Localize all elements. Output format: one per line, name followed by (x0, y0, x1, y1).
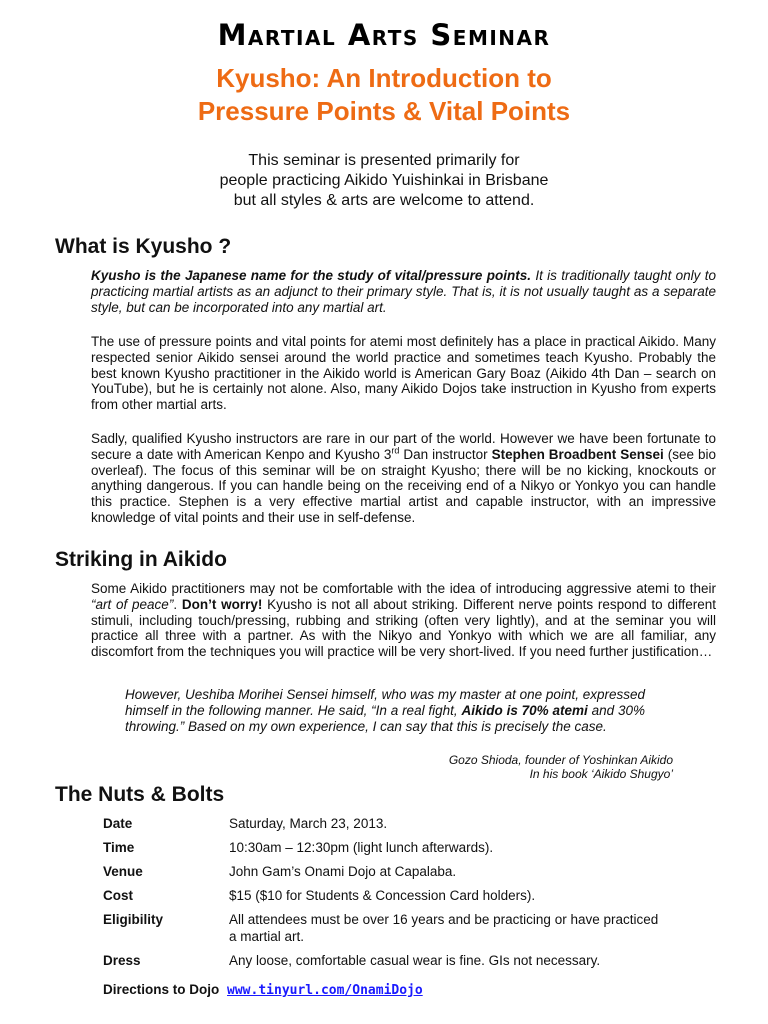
detail-row-date: Date Saturday, March 23, 2013. (103, 816, 388, 831)
heading-what-is-kyusho: What is Kyusho ? (55, 235, 232, 258)
ueshiba-quote: However, Ueshiba Morihei Sensei himself, who was my master at one point, expressed himself in the following manner. He said, “In a real fight, Aikido is 70% atemi and 30% throwing.” Based on my own experience, I can say that this is precisely the case. (125, 687, 645, 734)
intro-text (0, 151, 768, 211)
heading-nuts-and-bolts: The Nuts & Bolts (55, 783, 225, 806)
intro-line-2: people practicing Aikido Yuishinkai in Brisbane (219, 172, 549, 189)
directions-link[interactable]: www.tinyurl.com/OnamiDojo (227, 983, 423, 998)
kyusho-paragraph-2: The use of pressure points and vital points for atemi most definitely has a place in practical Aikido. Many respected senior Aikido sensei around the world practice and sometimes teach Kyusho. Probably the best known Kyusho practitioner in the Aikido world is American Gary Boaz (Aikido 4th Dan – search on YouTube), but he is certainly not alone. Also, many Aikido Dojos take instruction in Kyusho from experts from other martial arts. (91, 334, 716, 413)
detail-row-venue: Venue John Gam’s Onami Dojo at Capalaba. (103, 864, 457, 879)
detail-row-dress: Dress Any loose, comfortable casual wear is fine. GIs not necessary. (103, 953, 601, 968)
seminar-banner: Martial Arts Seminar (217, 18, 551, 52)
intro-line-3: but all styles & arts are welcome to attend. (233, 192, 535, 209)
title-line-1: Kyusho: An Introduction to (216, 63, 552, 93)
kyusho-paragraph-3: Sadly, qualified Kyusho instructors are rare in our part of the world. However we have been fortunate to secure a date with American Kenpo and Kyusho 3rd Dan instructor Stephen Broadbent Sensei (see bio overleaf). The focus of this seminar will be on straight Kyusho; there will be no kicking, knockouts or anything dangerous. If you can handle being on the receiving end of a Nikyo or Yonkyo you can handle this practice. Stephen is a very effective martial artist and capable instructor, with an impressive knowledge of vital points and their use in self-defense. (91, 431, 716, 525)
detail-row-time: Time 10:30am – 12:30pm (light lunch afterwards). (103, 840, 494, 855)
detail-row-cost: Cost $15 ($10 for Students & Concession Card holders). (103, 888, 536, 903)
quote-attribution: Gozo Shioda, founder of Yoshinkan Aikido In his book ‘Aikido Shugyo’ (448, 753, 673, 781)
heading-striking-in-aikido: Striking in Aikido (55, 548, 227, 571)
directions-row (103, 981, 423, 999)
intro-line-1: This seminar is presented primarily for (248, 152, 520, 169)
detail-row-eligibility: Eligibility All attendees must be over 16 years and be practicing or have practiced a martial art. (103, 912, 659, 944)
kyusho-definition: Kyusho is the Japanese name for the study of vital/pressure points. (91, 268, 531, 283)
seminar-details (103, 815, 663, 976)
title-line-2: Pressure Points & Vital Points (197, 96, 571, 126)
directions-label: Directions to Dojo (103, 982, 220, 997)
kyusho-paragraph-1: Kyusho is the Japanese name for the study of vital/pressure points. It is traditionally taught only to practicing martial artists as an adjunct to their primary style. That is, it is not usually taught as a separate style, but can be incorporated into any martial art. (91, 268, 716, 315)
striking-paragraph: Some Aikido practitioners may not be comfortable with the idea of introducing aggressive atemi to their “art of peace”. Don’t worry! Kyusho is not all about striking. Different nerve points respond to different stimuli, including touch/pressing, rubbing and striking (often very lightly), and at the seminar you will practice all three with a partner. As with the Nikyo and Yonkyo with which we are all familiar, any discomfort from the techniques you will practice will be very short-lived. If you need further justification… (91, 581, 716, 660)
instructor-name: Stephen Broadbent Sensei (491, 446, 664, 462)
page-title (0, 62, 768, 128)
